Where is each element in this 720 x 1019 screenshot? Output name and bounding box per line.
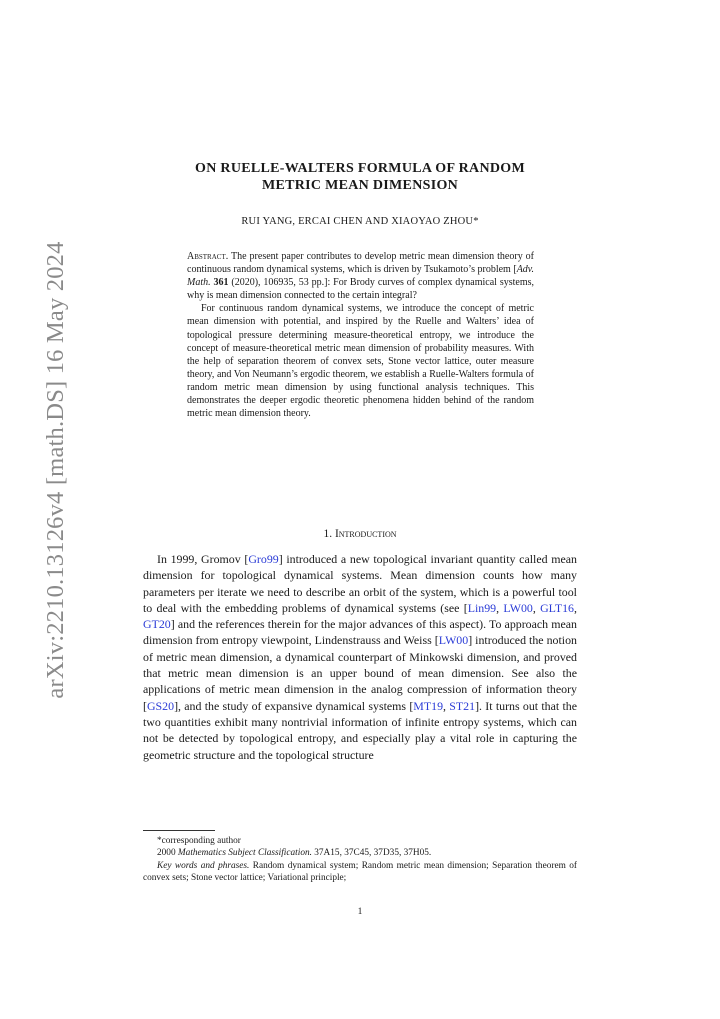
msc-codes: 37A15, 37C45, 37D35, 37H05. bbox=[311, 848, 432, 859]
abstract bbox=[187, 250, 534, 420]
intro-text: ] and the references therein for the major advances of this aspect). To approach mean dimension from entropy viewpoint, Lindenstrauss and Weiss [ bbox=[143, 617, 577, 648]
abstract-text-1a: The present paper contributes to develop metric mean dimension theory of continuous random dynamical systems, which is driven by Tsukamoto’s problem [ bbox=[187, 251, 534, 276]
footnote-corresponding: *corresponding author bbox=[157, 836, 241, 846]
abstract-paragraph-2: For continuous random dynamical systems, we introduce the concept of metric mean dimension with potential, and inspired by the Ruelle and Walters’ idea of topological pressure determining measure-theoretical entropy, we introduce the concept of measure-theoretical metric mean dimension of probability measures. With the help of separation theorem of convex sets, Stone vector lattice, outer measure theory, and Von Neumann’s ergodic theorem, we establish a Ruelle-Walters formula of random metric mean dimension by using functional analysis techniques. This demonstrates the deeper ergodic theoretic phenomena hidden behind of the random metric mean dimension theory. bbox=[187, 303, 534, 420]
footnote-msc bbox=[143, 847, 577, 859]
msc-year: 2000 bbox=[157, 848, 178, 859]
section-heading bbox=[0, 528, 720, 540]
abstract-text-1b: (2020), 106935, 53 pp.]: For Brody curves of complex dynamical systems, why is mean dimension connected to the certain integral? bbox=[187, 277, 535, 302]
abstract-volume: 361 bbox=[213, 277, 229, 289]
msc-label: Mathematics Subject Classification. bbox=[177, 848, 312, 859]
citation-link[interactable]: GT20 bbox=[143, 617, 171, 632]
section-number: 1. bbox=[323, 528, 333, 540]
intro-text: ]. It turns out that the two quantities exhibit many nontrivial information of infinite entropy systems, which can not be detected by topological entropy, and especially play a vital role in capturing the geometric structure and the topological structure bbox=[143, 698, 577, 762]
footnote-rule bbox=[143, 830, 215, 831]
paper-title bbox=[0, 160, 720, 194]
title-line-1: ON RUELLE-WALTERS FORMULA OF RANDOM bbox=[195, 161, 525, 176]
authors: RUI YANG, ERCAI CHEN AND XIAOYAO ZHOU* bbox=[241, 216, 479, 227]
citation-link[interactable]: ST21 bbox=[449, 698, 476, 713]
abstract-label: Abstract. bbox=[187, 251, 229, 262]
abstract-paragraph-1 bbox=[187, 250, 534, 302]
intro-text: , bbox=[443, 698, 450, 713]
footnotes bbox=[143, 835, 577, 885]
citation-link[interactable]: LW00 bbox=[438, 633, 469, 648]
intro-text: In 1999, Gromov [ bbox=[157, 552, 249, 566]
keywords-text: Random dynamical system; Random metric mean dimension; Separation theorem of convex sets; Stone vector lattice; Variational principle; bbox=[143, 860, 577, 884]
arxiv-stamp: arXiv:2210.13126v4 [math.DS] 16 May 2024 bbox=[42, 241, 69, 699]
intro-text: , bbox=[532, 600, 541, 615]
citation-link[interactable]: GS20 bbox=[146, 698, 175, 713]
section-title: Introduction bbox=[334, 528, 397, 540]
citation-link[interactable]: GLT16 bbox=[540, 600, 575, 615]
intro-text: , bbox=[496, 600, 504, 615]
intro-text: ], and the study of expansive dynamical systems [ bbox=[174, 698, 414, 713]
keywords-label: Key words and phrases. bbox=[157, 860, 250, 871]
intro-paragraph bbox=[143, 551, 577, 763]
title-line-2: METRIC MEAN DIMENSION bbox=[261, 178, 459, 193]
abstract-journal: Adv. Math. bbox=[187, 264, 534, 289]
intro-text: ] introduced the notion of metric mean dimension, a dynamical counterpart of Minkowski dimension, and proved that metric mean dimension is an upper bound of mean dimension. See also the applications of metric mean dimension in the analog compression of information theory [ bbox=[143, 633, 577, 713]
citation-link[interactable]: Gro99 bbox=[248, 552, 279, 566]
citation-link[interactable]: Lin99 bbox=[467, 600, 497, 615]
footnote-keywords bbox=[143, 860, 577, 885]
page-number: 1 bbox=[357, 907, 363, 917]
introduction-body bbox=[143, 551, 577, 763]
intro-text: ] introduced a new topological invariant quantity called mean dimension for topological dynamical systems. Mean dimension counts how many parameters per iterate we need to describe an orbit of the system, which is a powerful tool to deal with the embedding problems of dynamical systems (see [ bbox=[143, 552, 577, 615]
citation-link[interactable]: LW00 bbox=[503, 600, 533, 615]
citation-link[interactable]: MT19 bbox=[413, 698, 444, 713]
intro-text: , bbox=[574, 600, 577, 615]
